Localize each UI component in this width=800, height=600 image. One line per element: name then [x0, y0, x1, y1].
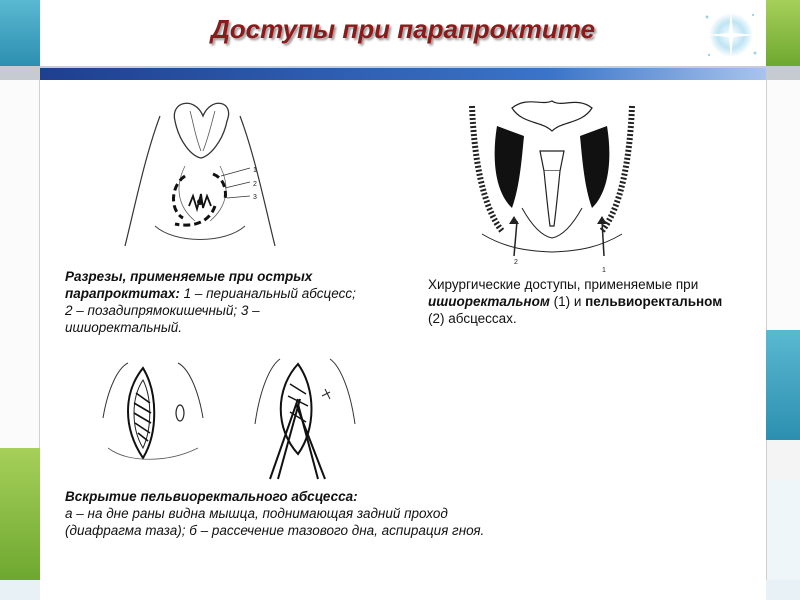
figure2-caption-text-3: (2) абсцессах. [428, 311, 517, 326]
figure2-caption-text-2: (1) и [549, 294, 586, 309]
figure3-caption [65, 488, 495, 539]
left-tile-green [0, 448, 40, 580]
right-tile-green-top [766, 0, 800, 66]
figure3-caption-text: а – на дне раны видна мышца, поднимающая задний проход (диафрагма таза); б – рассечение тазового дна, аспирация гноя. [65, 506, 485, 538]
figure-pelvic-section-diagram [462, 96, 642, 276]
figure2-caption-bold-2: пельвиоректальном [585, 294, 723, 309]
right-tile-white [766, 80, 800, 330]
left-tile-gray [0, 66, 40, 80]
figure1-label-1: 1 [253, 167, 257, 174]
figure2-caption [428, 276, 728, 327]
figure1-caption-bold: Разрезы, применяемые при острых парапроктитах: [65, 269, 313, 301]
left-tile-teal-top [0, 0, 40, 66]
figure1-label-3: 3 [253, 194, 257, 201]
sparkle-icon [695, 5, 765, 65]
right-tile-teal [766, 330, 800, 440]
figure-wound-b-diagram [250, 354, 360, 484]
slide-title: Доступы при парапроктите [211, 14, 595, 44]
figure-incisions-diagram [115, 96, 285, 256]
figure-wound-a-diagram [98, 358, 208, 468]
right-tile-gray [766, 66, 800, 80]
figure2-caption-bold-1: ишиоректальном [428, 294, 550, 309]
left-tile-bottom [0, 580, 40, 600]
header-divider-blue [40, 68, 766, 80]
figure2-label-2: 2 [514, 259, 518, 266]
right-tile-white-2 [766, 440, 800, 480]
figure1-caption [65, 268, 365, 336]
right-tile-pale [766, 480, 800, 580]
figure1-caption-text: 1 – перианальный абсцесс; 2 – позадипрямокишечный; 3 – ишиоректальный. [65, 286, 356, 335]
figure2-label-1: 1 [602, 267, 606, 274]
figure1-label-2: 2 [253, 181, 257, 188]
right-tile-bottom [766, 580, 800, 600]
figure3-caption-bold: Вскрытие пельвиоректального абсцесса: [65, 489, 358, 504]
figure2-caption-text-1: Хирургические доступы, применяемые при [428, 277, 699, 292]
left-tile-white [0, 80, 40, 448]
